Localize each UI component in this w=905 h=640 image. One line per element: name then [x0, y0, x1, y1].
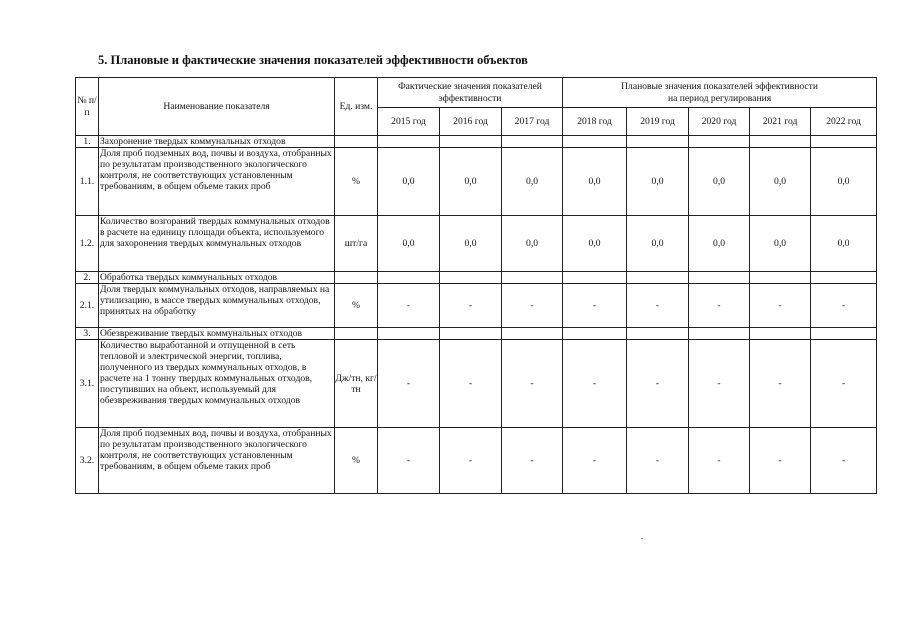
year-header: 2015 год: [378, 108, 440, 136]
section-title: Захоронение твердых коммунальных отходов: [99, 136, 335, 148]
row-value: -: [563, 428, 627, 494]
row-value: -: [563, 340, 627, 428]
row-value: 0,0: [811, 216, 877, 272]
row-value: 0,0: [750, 148, 811, 216]
row-name: Количество выработанной и отпущенной в сеть тепловой и электрической энергии, топлива, полученного из твердых коммунальных отходов, в расчете на 1 тонну твердых коммунальных отходов, поступивших на объект, используемый для обезвреживания твердых коммунальных отходов: [99, 340, 335, 428]
row-value: -: [811, 284, 877, 328]
row-value: -: [502, 284, 563, 328]
row-num: 2.1.: [76, 284, 99, 328]
row-num: 3.2.: [76, 428, 99, 494]
row-value: -: [440, 428, 502, 494]
row-value: -: [750, 284, 811, 328]
table-row: [76, 148, 877, 216]
year-header: 2019 год: [627, 108, 689, 136]
header-planned: [563, 78, 877, 108]
row-value: 0,0: [689, 216, 750, 272]
row-value: 0,0: [440, 216, 502, 272]
row-value: 0,0: [563, 216, 627, 272]
row-value: 0,0: [440, 148, 502, 216]
row-value: 0,0: [627, 216, 689, 272]
row-value: 0,0: [627, 148, 689, 216]
row-value: -: [811, 340, 877, 428]
row-value: -: [750, 340, 811, 428]
row-name: Количество возгораний твердых коммунальных отходов в расчете на единицу площади объекта, используемого для захоронения твердых коммунальных отходов: [99, 216, 335, 272]
header-row-top: [76, 78, 877, 108]
year-header: 2021 год: [750, 108, 811, 136]
row-value: 0,0: [378, 148, 440, 216]
section-title: Обезвреживание твердых коммунальных отходов: [99, 328, 335, 340]
row-value: -: [627, 284, 689, 328]
row-unit: %: [335, 284, 378, 328]
row-value: -: [627, 428, 689, 494]
year-header: 2020 год: [689, 108, 750, 136]
table-row: [76, 428, 877, 494]
row-num: 1.1.: [76, 148, 99, 216]
header-unit: Ед. изм.: [335, 78, 378, 136]
row-unit: %: [335, 428, 378, 494]
section-row: [76, 328, 877, 340]
row-value: -: [378, 428, 440, 494]
row-unit: шт/га: [335, 216, 378, 272]
row-value: -: [378, 340, 440, 428]
header-planned-line2: на период регулирования: [667, 92, 772, 104]
row-value: -: [811, 428, 877, 494]
section-row: [76, 272, 877, 284]
row-value: 0,0: [378, 216, 440, 272]
row-value: -: [378, 284, 440, 328]
section-num: 2.: [76, 272, 99, 284]
year-header: 2017 год: [502, 108, 563, 136]
row-value: 0,0: [502, 148, 563, 216]
row-value: -: [563, 284, 627, 328]
year-header: 2016 год: [440, 108, 502, 136]
row-unit: Дж/тн, кг/тн: [335, 340, 378, 428]
row-value: -: [689, 340, 750, 428]
row-value: -: [502, 340, 563, 428]
scan-speck: [641, 538, 643, 539]
table-row: [76, 340, 877, 428]
row-value: -: [502, 428, 563, 494]
row-value: 0,0: [502, 216, 563, 272]
section-num: 3.: [76, 328, 99, 340]
row-num: 3.1.: [76, 340, 99, 428]
section-row: [76, 136, 877, 148]
year-header: 2018 год: [563, 108, 627, 136]
document-title: 5. Плановые и фактические значения показателей эффективности объектов: [98, 53, 528, 67]
table-row: [76, 216, 877, 272]
row-value: 0,0: [811, 148, 877, 216]
row-value: 0,0: [689, 148, 750, 216]
row-value: -: [627, 340, 689, 428]
header-actual: Фактические значения показателей эффективности: [378, 78, 563, 108]
row-value: -: [440, 340, 502, 428]
row-name: Доля проб подземных вод, почвы и воздуха, отобранных по результатам производственного экологического контроля, не соответствующих установленным требованиям, в общем объеме таких проб: [99, 148, 335, 216]
row-name: Доля проб подземных вод, почвы и воздуха, отобранных по результатам производственного экологического контроля, не соответствующих установленным требованиям, в общем объеме таких проб: [99, 428, 335, 494]
section-num: 1.: [76, 136, 99, 148]
header-name: Наименование показателя: [99, 78, 335, 136]
table-row: [76, 284, 877, 328]
row-value: 0,0: [563, 148, 627, 216]
row-name: Доля твердых коммунальных отходов, направляемых на утилизацию, в массе твердых коммунальных отходов, принятых на обработку: [99, 284, 335, 328]
row-value: -: [440, 284, 502, 328]
year-header: 2022 год: [811, 108, 877, 136]
efficiency-indicators-table: [75, 77, 877, 494]
row-num: 1.2.: [76, 216, 99, 272]
row-unit: %: [335, 148, 378, 216]
header-planned-line1: Плановые значения показателей эффективности: [621, 81, 818, 93]
header-num: № п/п: [76, 78, 99, 136]
row-value: 0,0: [750, 216, 811, 272]
row-value: -: [750, 428, 811, 494]
row-value: -: [689, 428, 750, 494]
row-value: -: [689, 284, 750, 328]
section-title: Обработка твердых коммунальных отходов: [99, 272, 335, 284]
